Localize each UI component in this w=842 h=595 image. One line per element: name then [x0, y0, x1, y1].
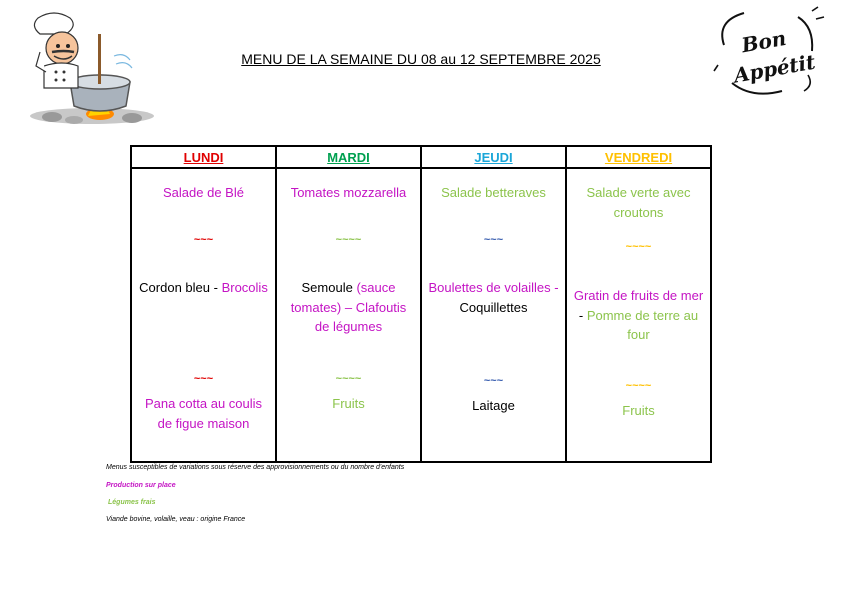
plat: Semoule (sauce tomates) – Clafoutis de légumes — [290, 280, 407, 334]
day-header-vendredi: VENDREDI — [566, 146, 711, 168]
separator: ~~~ — [193, 373, 214, 385]
legend-production-sur-place: Production sur place — [106, 482, 176, 489]
dessert: Pana cotta au coulis de figue maison — [144, 396, 263, 431]
plat: Cordon bleu - Brocolis — [139, 280, 268, 295]
svg-text:Appétit: Appétit — [731, 49, 818, 88]
plat: Boulettes de volailles - Coquillettes — [428, 280, 559, 315]
day-column-jeudi — [421, 168, 566, 462]
separator: ~~~ — [193, 234, 214, 246]
entree: Salade betteraves — [441, 185, 546, 200]
day-column-mardi — [276, 168, 421, 462]
svg-text:Bon: Bon — [739, 25, 788, 58]
plat: Gratin de fruits de mer - Pomme de terre au four — [573, 288, 704, 342]
weekly-menu-table — [130, 145, 712, 463]
day-column-lundi — [131, 168, 276, 462]
note-variations: Menus susceptibles de variations sous réserve des approvisionnements ou du nombre d'enfants — [106, 464, 405, 471]
separator: ~~~~ — [335, 234, 362, 246]
entree: Tomates mozzarella — [290, 185, 407, 200]
day-header-jeudi: JEUDI — [421, 146, 566, 168]
note-origine-viande: Viande bovine, volaille, veau : origine France — [106, 516, 246, 523]
entree: Salade de Blé — [163, 185, 244, 200]
separator: ~~~ — [483, 375, 504, 387]
chef-cooking-pot-illustration — [22, 12, 157, 127]
legend-legumes-frais: Légumes frais — [108, 499, 156, 506]
separator: ~~~~ — [625, 241, 652, 253]
dessert: Fruits — [332, 396, 365, 411]
day-header-lundi: LUNDI — [131, 146, 276, 168]
page-title: MENU DE LA SEMAINE DU 08 au 12 SEPTEMBRE 2025 — [241, 51, 601, 67]
separator: ~~~~ — [625, 380, 652, 392]
day-header-mardi: MARDI — [276, 146, 421, 168]
bon-appetit-logo — [712, 5, 827, 100]
separator: ~~~~ — [335, 373, 362, 385]
dessert: Fruits — [622, 403, 655, 418]
day-column-vendredi — [566, 168, 711, 462]
entree: Salade verte avec croutons — [586, 185, 691, 220]
dessert: Laitage — [472, 398, 515, 413]
separator: ~~~ — [483, 234, 504, 246]
